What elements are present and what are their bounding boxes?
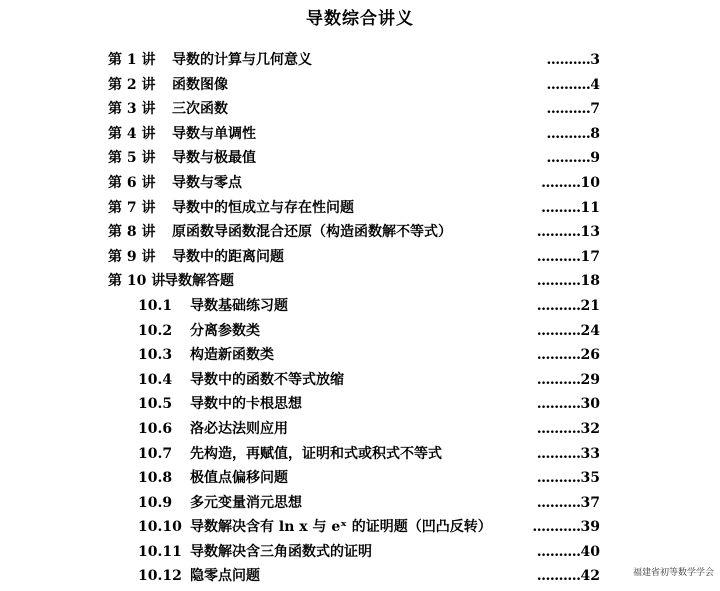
page-leader [537,222,600,242]
dot-leader: .......... [536,371,581,388]
chapter-label: 第 2 讲 [108,76,156,93]
section-title: 导数中的卡根思想 [190,396,302,413]
page-leader [532,517,600,537]
chapter-label: 第 10 讲 [108,273,166,290]
page-leader [537,444,600,464]
dot-leader: ......... [541,199,581,216]
page-number: 4 [590,76,600,93]
toc-chapter-row[interactable] [0,148,720,173]
toc-chapter-row[interactable] [0,222,720,247]
chapter-label: 第 6 讲 [108,174,156,191]
page-number: 30 [580,396,600,413]
page-number: 17 [580,248,600,265]
toc-section-row[interactable] [0,296,720,321]
chapter-title: 三次函数 [172,101,228,118]
page-number: 3 [590,52,600,68]
page-number: 8 [590,125,600,142]
section-title: 多元变量消元思想 [190,494,302,511]
page-number: 10 [580,174,600,191]
section-number: 10.2 [138,322,173,339]
page-number: 29 [580,371,600,388]
chapter-title: 导数中的距离问题 [172,248,284,265]
dot-leader: .......... [536,543,581,560]
toc-chapter-row[interactable] [0,247,720,272]
section-number: 10.5 [138,396,173,413]
dot-leader: .......... [536,248,581,265]
page-leader [537,370,600,390]
document-title: 导数综合讲义 [306,9,414,29]
toc-chapter-row[interactable] [0,124,720,149]
page-number: 32 [580,420,600,437]
page-number: 9 [590,150,600,167]
toc-chapter-row[interactable] [0,75,720,100]
toc-section-row[interactable] [0,542,720,567]
chapter-title: 导数与极最值 [172,150,256,167]
page-leader [537,345,600,365]
dot-leader: .......... [536,445,581,462]
chapter-label: 第 4 讲 [108,125,156,142]
dot-leader: .......... [536,396,581,413]
dot-leader: .......... [536,297,581,314]
toc-section-row[interactable] [0,468,720,493]
page-number: 35 [580,470,600,487]
table-of-contents [0,50,720,591]
dot-leader: .......... [536,470,581,487]
page-leader [537,321,600,341]
page-leader [537,468,600,488]
section-title: 先构造，再赋值，证明和式或积式不等式 [190,445,442,462]
section-number: 10.10 [138,519,182,536]
chapter-label: 第 9 讲 [108,248,156,265]
page-number: 7 [590,101,600,118]
toc-chapter-row[interactable] [0,99,720,124]
chapter-title: 导数与零点 [172,174,242,191]
section-title: 洛必达法则应用 [190,420,288,437]
page-leader [537,419,600,439]
chapter-label: 第 7 讲 [108,199,156,216]
chapter-label: 第 3 讲 [108,101,156,118]
page-leader [537,394,600,414]
section-title: 导数基础练习题 [190,297,288,314]
page-leader [537,271,600,291]
section-title: 导数中的函数不等式放缩 [190,371,344,388]
section-number: 10.6 [138,420,173,437]
toc-chapter-row[interactable] [0,271,720,296]
page-leader [537,493,600,513]
page-number: 18 [580,273,600,290]
page-leader [537,296,600,316]
section-number: 10.7 [138,445,173,462]
chapter-label: 第 1 讲 [108,52,156,68]
page-leader [541,173,600,193]
page-number: 40 [580,543,600,560]
toc-section-row[interactable] [0,419,720,444]
chapter-title: 原函数导函数混合还原（构造函数解不等式） [172,224,452,241]
section-number: 10.1 [138,297,173,314]
toc-section-row[interactable] [0,394,720,419]
page-leader [547,124,601,144]
chapter-title: 函数图像 [172,76,228,93]
toc-chapter-row[interactable] [0,198,720,223]
dot-leader: ........... [532,519,581,536]
page-leader [547,99,601,119]
page-leader [547,75,601,95]
section-title: 导数解决含三角函数式的证明 [190,543,372,560]
chapter-title: 导数与单调性 [172,125,256,142]
section-number: 10.12 [138,568,182,585]
toc-section-row[interactable] [0,566,720,591]
page-leader [547,148,601,168]
page-number: 39 [580,519,600,536]
watermark-text: 福建省初等数学学会 [632,568,714,578]
section-number: 10.4 [138,371,173,388]
dot-leader: .......... [546,76,591,93]
page-number: 11 [580,199,600,216]
toc-section-row[interactable] [0,493,720,518]
toc-section-row[interactable] [0,345,720,370]
section-title: 构造新函数类 [190,347,274,364]
dot-leader: .......... [546,125,591,142]
section-title: 分离参数类 [190,322,260,339]
page-number: 42 [580,568,600,585]
toc-section-row[interactable] [0,444,720,469]
section-title: 导数解决含有 ln x 与 eˣ 的证明题（凹凸反转） [190,519,492,536]
page-number: 26 [580,347,600,364]
dot-leader: .......... [536,224,581,241]
page-leader [541,198,600,218]
chapter-title: 导数中的恒成立与存在性问题 [172,199,354,216]
toc-section-row[interactable] [0,517,720,542]
page-number: 21 [580,297,600,314]
dot-leader: .......... [546,52,591,68]
chapter-title: 导数的计算与几何意义 [172,52,312,68]
section-number: 10.3 [138,347,173,364]
page-number: 37 [580,494,600,511]
chapter-label: 第 8 讲 [108,224,156,241]
page-number: 13 [580,224,600,241]
dot-leader: .......... [536,568,581,585]
page-leader [537,566,600,586]
section-title: 隐零点问题 [190,568,260,585]
page-leader [547,50,601,70]
toc-section-row[interactable] [0,370,720,395]
page-number: 33 [580,445,600,462]
dot-leader: .......... [536,322,581,339]
section-number: 10.8 [138,470,173,487]
page-leader [537,247,600,267]
dot-leader: .......... [536,420,581,437]
chapter-label: 第 5 讲 [108,150,156,167]
section-number: 10.9 [138,494,173,511]
dot-leader: .......... [536,494,581,511]
toc-chapter-row[interactable] [0,173,720,198]
dot-leader: .......... [536,273,581,290]
toc-chapter-row[interactable] [0,50,720,75]
dot-leader: .......... [546,150,591,167]
section-title: 极值点偏移问题 [190,470,288,487]
section-number: 10.11 [138,543,182,560]
chapter-title: 导数解答题 [164,273,234,290]
dot-leader: .......... [546,101,591,118]
dot-leader: ......... [541,174,581,191]
dot-leader: .......... [536,347,581,364]
toc-section-row[interactable] [0,321,720,346]
page-leader [537,542,600,562]
page-number: 24 [580,322,600,339]
